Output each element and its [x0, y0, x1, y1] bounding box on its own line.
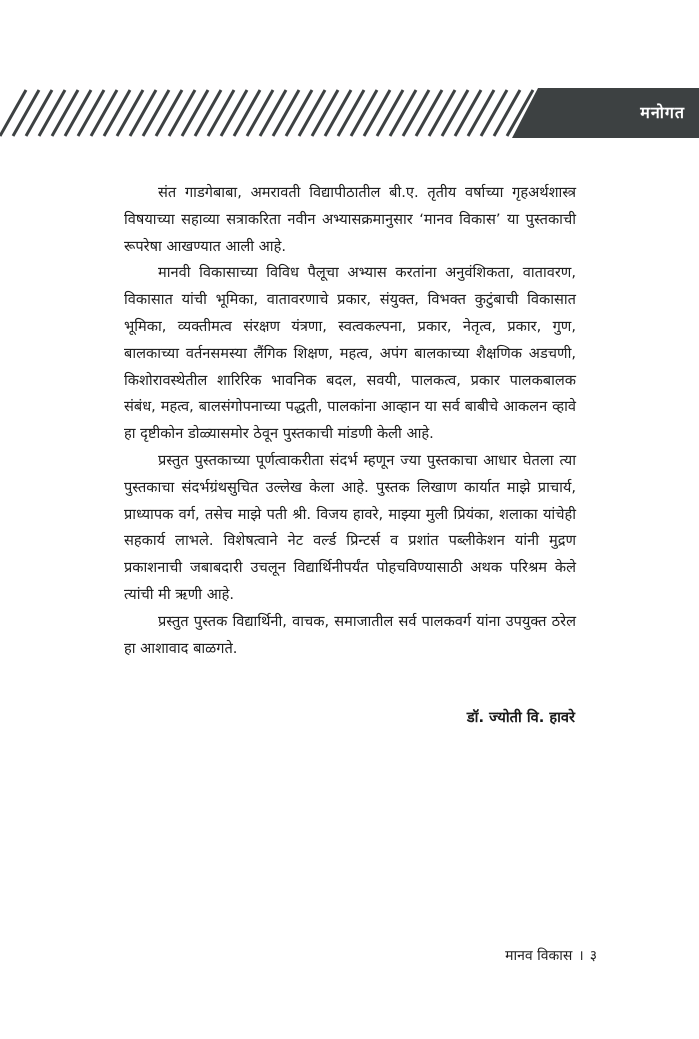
footer-separator: । [578, 948, 584, 964]
stripe [273, 90, 299, 136]
stripe [403, 90, 429, 136]
stripe [247, 90, 273, 136]
stripe [91, 90, 117, 136]
stripe [494, 90, 520, 136]
stripe [169, 90, 195, 136]
page-number: ३ [589, 948, 597, 964]
footer-book-title: मानव विकास [505, 948, 573, 964]
stripe [429, 90, 455, 136]
stripe [208, 90, 234, 136]
author-signature: डॉ. ज्योती वि. हावरे [466, 709, 575, 726]
stripe [221, 90, 247, 136]
stripe [351, 90, 377, 136]
paragraph-2: मानवी विकासाच्या विविध पैलूचा अभ्यास करतांना अनुवंशिकता, वातावरण, विकासात यांची भूमिका, वातावरणाचे प्रकार, संयुक्त, विभक्त कुटुंबाची विकासात भूमिका, व्यक्तीमत्व संरक्षण यंत्रणा, स्वत्वकल्पना, प्रकार, नेतृत्व, प्रकार, गुण, बालकाच्या वर्तनसमस्या लैंगिक शिक्षण, महत्व, अपंग बालकाच्या शैक्षणिक अडचणी, किशोरावस्थेतील शारिरिक भावनिक बदल, सवयी, पालकत्व, प्रकार पालकबालक संबंध, महत्व, बालसंगोपनाच्या पद्धती, पालकांना आव्हान या सर्व बाबीचे आकलन व्हावे हा दृष्टीकोन डोळ्यासमोर ठेवून पुस्तकाची मांडणी केली आहे. [124, 264, 576, 443]
stripe [260, 90, 286, 136]
stripe [104, 90, 130, 136]
stripe [468, 90, 494, 136]
stripe [377, 90, 403, 136]
stripe [13, 90, 39, 136]
stripe [195, 90, 221, 136]
stripe [52, 90, 78, 136]
stripe [286, 90, 312, 136]
stripe [117, 90, 143, 136]
stripe [143, 90, 169, 136]
stripe [455, 90, 481, 136]
stripe [416, 90, 442, 136]
stripe [234, 90, 260, 136]
stripe [325, 90, 351, 136]
stripe [442, 90, 468, 136]
stripe [156, 90, 182, 136]
stripe [26, 90, 52, 136]
stripe [78, 90, 104, 136]
stripe [312, 90, 338, 136]
stripe [39, 90, 65, 136]
paragraph-4: प्रस्तुत पुस्तक विद्यार्थिनी, वाचक, समाजातील सर्व पालकवर्ग यांना उपयुक्त ठरेल हा आशावाद बाळगते. [124, 612, 576, 657]
stripe [338, 90, 364, 136]
stripe [364, 90, 390, 136]
stripe [299, 90, 325, 136]
paragraph-1: संत गाडगेबाबा, अमरावती विद्यापीठातील बी.ए. तृतीय वर्षाच्या गृहअर्थशास्त्र विषयाच्या सहाव्या सत्राकरिता नवीन अभ्यासक्रमानुसार ‘मानव विकास’ या पुस्तकाची रूपरेषा आखण्यात आली आहे. [124, 184, 576, 255]
paragraph-3: प्रस्तुत पुस्तकाच्या पूर्णत्वाकरीता संदर्भ म्हणून ज्या पुस्तकाचा आधार घेतला त्या पुस्तकाचा संदर्भग्रंथसुचित उल्लेख केला आहे. पुस्तक लिखाण कार्यात माझे प्राचार्य, प्राध्यापक वर्ग, तसेच माझे पती श्री. विजय हावरे, माझ्या मुली प्रियंका, शलाका यांचेही सहकार्य लाभले. विशेषत्वाने नेट वर्ल्ड प्रिन्टर्स व प्रशांत पब्लीकेशन यांनी मुद्रण प्रकाशनाची जबाबदारी उचलून विद्यार्थिनीपर्यंत पोहचविण्यासाठी अथक परिश्रम केले त्यांची मी ऋणी आहे. [124, 451, 576, 603]
stripe [65, 90, 91, 136]
stripe [130, 90, 156, 136]
header-band [0, 88, 699, 138]
page-title: मनोगत [640, 103, 685, 122]
stripe [481, 90, 507, 136]
diagonal-stripes [0, 90, 533, 136]
page-footer [505, 946, 597, 965]
stripe [0, 90, 26, 136]
stripe [390, 90, 416, 136]
striped-banner [0, 88, 699, 138]
stripe [182, 90, 208, 136]
preface-body [124, 180, 576, 662]
